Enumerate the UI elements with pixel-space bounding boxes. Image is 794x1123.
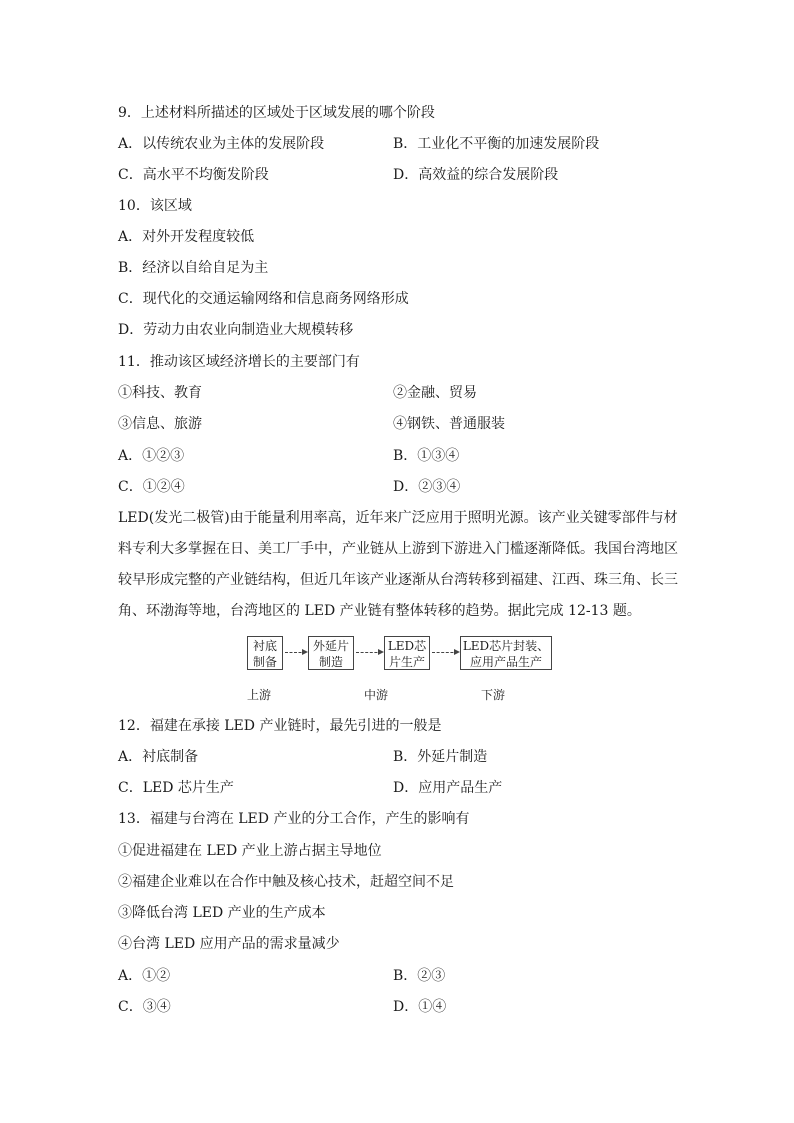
q12-option-b: B．外延片制造 — [393, 749, 488, 765]
arrow-3 — [432, 652, 458, 653]
arrow-2 — [356, 652, 382, 653]
box-substrate-line-2: 制备 — [252, 655, 277, 669]
q12-option-a: A．衬底制备 — [118, 749, 199, 765]
q13-option-d: D．①④ — [393, 999, 447, 1015]
q13-statement-1: ①促进福建在 LED 产业上游占据主导地位 — [118, 843, 382, 859]
box-epitaxial-line-1: 外延片 — [312, 639, 349, 653]
q12-stem: 12．福建在承接 LED 产业链时，最先引进的一般是 — [118, 718, 442, 734]
label-downstream: 下游 — [481, 688, 506, 702]
q9-option-a: A．以传统农业为主体的发展阶段 — [118, 136, 325, 152]
label-upstream: 上游 — [247, 688, 272, 702]
box-epitaxial-line-2: 制造 — [318, 655, 343, 669]
box-chip — [384, 636, 430, 670]
q13-stem: 13．福建与台湾在 LED 产业的分工合作，产生的影响有 — [118, 811, 470, 827]
q12-option-d: D．应用产品生产 — [393, 780, 503, 796]
label-midstream: 中游 — [364, 688, 389, 702]
q10-stem: 10．该区域 — [118, 198, 192, 214]
q9-option-b: B．工业化不平衡的加速发展阶段 — [393, 136, 600, 152]
q9-stem: 9．上述材料所描述的区域处于区域发展的哪个阶段 — [118, 105, 435, 121]
q13-option-a: A．①② — [118, 968, 171, 984]
box-chip-line-1: LED芯 — [387, 639, 427, 653]
q13-option-b: B．②③ — [393, 968, 446, 984]
q11-option-d: D．②③④ — [393, 479, 461, 495]
q13-statement-2: ②福建企业难以在合作中触及核心技术，赶超空间不足 — [118, 874, 454, 890]
q11-stem: 11．推动该区域经济增长的主要部门有 — [118, 354, 360, 370]
box-packaging — [460, 636, 552, 670]
passage-line-2: 料专利大多掌握在日、美工厂手中，产业链从上游到下游进入门槛逐渐降低。我国台湾地区 — [118, 541, 678, 557]
box-packaging-line-1: LED芯片封装、 — [462, 639, 550, 653]
q11-statement-1: ①科技、教育 — [118, 385, 202, 401]
box-chip-line-2: 片生产 — [388, 655, 425, 669]
q13-statement-4: ④台湾 LED 应用产品的需求量减少 — [118, 936, 340, 952]
q10-option-b: B．经济以自给自足为主 — [118, 260, 269, 276]
q11-statement-3: ③信息、旅游 — [118, 416, 202, 432]
q12-option-c: C．LED 芯片生产 — [118, 780, 234, 796]
q9-option-c: C．高水平不均衡发阶段 — [118, 167, 269, 183]
q9-option-d: D．高效益的综合发展阶段 — [393, 167, 559, 183]
passage-line-3: 较早形成完整的产业链结构，但近几年该产业逐渐从台湾转移到福建、江西、珠三角、长三 — [118, 572, 678, 588]
led-passage — [118, 503, 678, 627]
box-epitaxial — [308, 636, 354, 670]
passage-line-1: LED(发光二极管)由于能量利用率高，近年来广泛应用于照明光源。该产业关键零部件与材 — [118, 510, 678, 526]
q11-statement-2: ②金融、贸易 — [393, 385, 477, 401]
q11-option-c: C．①②④ — [118, 479, 185, 495]
arrow-1 — [285, 652, 306, 653]
q11-option-b: B．①③④ — [393, 448, 460, 464]
q10-option-a: A．对外开发程度较低 — [118, 229, 255, 245]
q11-statement-4: ④钢铁、普通服装 — [393, 416, 505, 432]
q13-statement-3: ③降低台湾 LED 产业的生产成本 — [118, 905, 326, 921]
box-packaging-line-2: 应用产品生产 — [469, 655, 542, 669]
q10-option-c: C．现代化的交通运输网络和信息商务网络形成 — [118, 291, 409, 307]
box-substrate-line-1: 衬底 — [252, 639, 277, 653]
box-substrate — [247, 636, 283, 670]
q13-option-c: C．③④ — [118, 999, 171, 1015]
passage-line-4: 角、环渤海等地，台湾地区的 LED 产业链有整体转移的趋势。据此完成 12-13 题。 — [118, 603, 641, 619]
q11-option-a: A．①②③ — [118, 448, 185, 464]
q10-option-d: D．劳动力由农业向制造业大规模转移 — [118, 322, 354, 338]
